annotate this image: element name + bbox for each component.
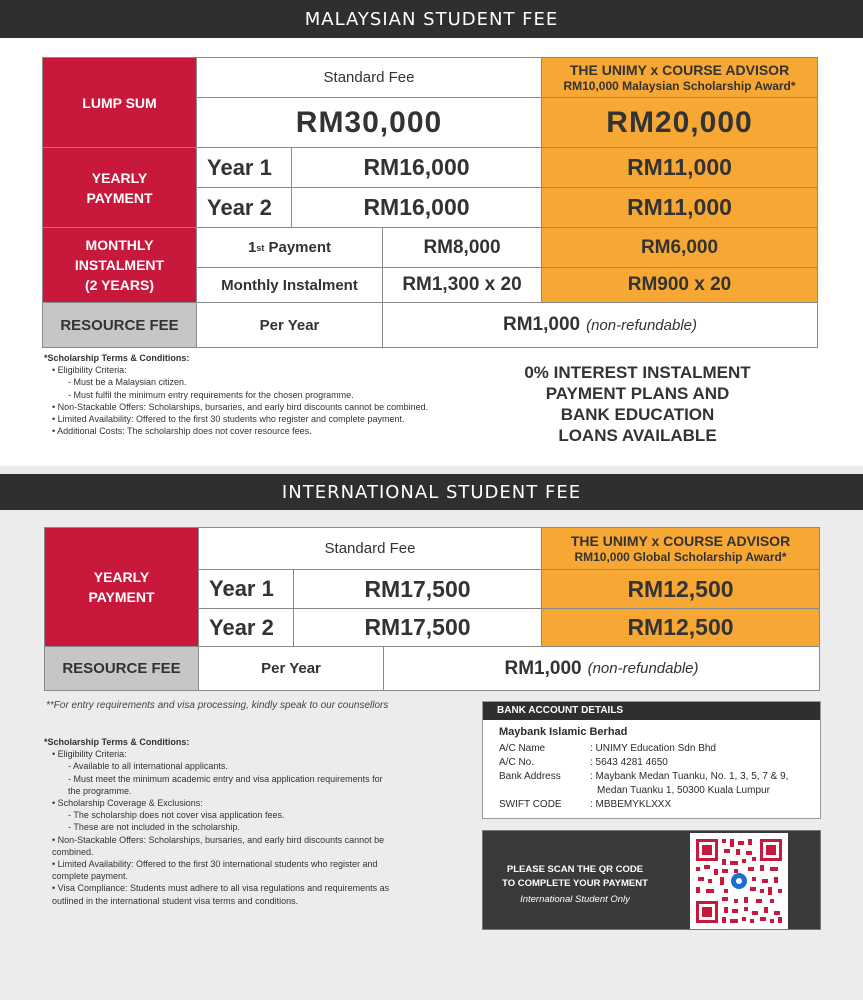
- intl-year-2-label: Year 2: [198, 608, 294, 647]
- interest-line: LOANS AVAILABLE: [558, 426, 717, 445]
- intl-scholarship-heading-title: THE UNIMY x COURSE ADVISOR: [570, 532, 791, 549]
- intl-resource-fee-amount-cell: [383, 646, 820, 691]
- intl-year-2-standard-amount: RM17,500: [293, 608, 542, 647]
- first-payment-superscript: st: [256, 242, 265, 253]
- resource-fee-label: RESOURCE FEE: [42, 302, 197, 348]
- monthly-instalment-row-label: Monthly Instalment: [196, 267, 383, 303]
- terms-line: • Visa Compliance: Students must adhere to all visa regulations and requirements as: [52, 883, 390, 894]
- intl-year-2-scholarship-amount: RM12,500: [541, 608, 820, 647]
- intl-resource-fee-per-year: Per Year: [198, 646, 384, 691]
- terms-line: • Non-Stackable Offers: Scholarships, bursaries, and early bird discounts cannot be: [52, 834, 385, 845]
- bank-detail-value[interactable]: : MBBEMYKLXXX: [590, 799, 672, 810]
- terms-line: complete payment.: [52, 871, 129, 882]
- lump-sum-label: LUMP SUM: [42, 57, 197, 148]
- interest-line: BANK EDUCATION: [560, 405, 715, 424]
- bank-details-heading: BANK ACCOUNT DETAILS: [483, 702, 820, 720]
- monthly-instalment-standard-amount: RM1,300 x 20: [382, 267, 542, 303]
- monthly-instalment-label: [42, 227, 197, 303]
- scholarship-heading-title: THE UNIMY x COURSE ADVISOR: [569, 61, 790, 78]
- terms-line: - Must fulfil the minimum entry requirements for the chosen programme.: [68, 389, 354, 400]
- intl-resource-fee-note: (non-refundable): [587, 660, 699, 677]
- lump-sum-scholarship-amount: RM20,000: [541, 97, 818, 148]
- first-payment-label: [196, 227, 383, 268]
- bank-detail-key: [499, 784, 590, 798]
- terms-line: combined.: [52, 846, 94, 857]
- yearly-payment-label-line2: PAYMENT: [86, 189, 153, 206]
- resource-fee-note: (non-refundable): [586, 316, 697, 334]
- year-2-scholarship-amount: RM11,000: [541, 187, 818, 228]
- bank-detail-key: Bank Address: [499, 771, 561, 782]
- bank-detail-value[interactable]: : 5643 4281 4650: [590, 757, 668, 768]
- terms-line: - Must be a Malaysian citizen.: [68, 377, 187, 388]
- qr-note: International Student Only: [520, 894, 630, 905]
- terms-line: • Eligibility Criteria:: [52, 365, 127, 376]
- malaysian-fee-header: [0, 0, 863, 38]
- bank-detail-value[interactable]: : UNIMY Education Sdn Bhd: [590, 743, 716, 754]
- year-2-label: Year 2: [196, 187, 292, 228]
- intl-yearly-payment-label-line2: PAYMENT: [88, 589, 155, 605]
- scholarship-heading-subtitle: RM10,000 Malaysian Scholarship Award*: [563, 78, 796, 93]
- resource-fee-per-year: Per Year: [196, 302, 383, 348]
- bank-detail-row: [483, 742, 820, 756]
- terms-line: - The scholarship does not cover visa application fees.: [68, 810, 285, 821]
- terms-line: • Limited Availability: Offered to the first 30 students who register and complete payment.: [52, 414, 405, 425]
- yearly-payment-label: [42, 147, 197, 228]
- intl-year-1-standard-amount: RM17,500: [293, 569, 542, 609]
- qr-instruction: [491, 863, 659, 891]
- first-payment-scholarship-amount: RM6,000: [541, 227, 818, 268]
- bank-account-details: [482, 701, 821, 819]
- yearly-payment-label-line1: YEARLY: [91, 169, 148, 186]
- lump-sum-standard-amount: RM30,000: [196, 97, 542, 148]
- terms-heading: *Scholarship Terms & Conditions:: [44, 353, 190, 363]
- malaysian-fee-title: MALAYSIAN STUDENT FEE: [304, 8, 559, 30]
- intl-scholarship-heading: [541, 527, 820, 570]
- monthly-instalment-scholarship-amount: RM900 x 20: [541, 267, 818, 303]
- qr-payment-box: [482, 830, 821, 930]
- intl-resource-fee-amount: RM1,000: [504, 657, 582, 679]
- year-2-standard-amount: RM16,000: [291, 187, 542, 228]
- first-payment-number: 1: [247, 239, 257, 256]
- resource-fee-amount-cell: [382, 302, 818, 348]
- intl-scholarship-heading-subtitle: RM10,000 Global Scholarship Award*: [574, 549, 787, 564]
- bank-detail-key: A/C Name: [499, 743, 546, 754]
- intl-year-1-scholarship-amount: RM12,500: [541, 569, 820, 609]
- qr-code-graphic: [690, 833, 788, 929]
- intl-year-1-label: Year 1: [198, 569, 294, 609]
- standard-fee-heading: Standard Fee: [196, 57, 542, 98]
- entry-requirements-note: **For entry requirements and visa processing, kindly speak to our counsellors: [46, 700, 389, 711]
- terms-line: - These are not included in the scholarship.: [68, 822, 240, 833]
- resource-fee-amount: RM1,000: [502, 314, 581, 335]
- year-1-label: Year 1: [196, 147, 292, 188]
- monthly-instalment-label-line3: (2 YEARS): [85, 277, 154, 293]
- terms-line: • Scholarship Coverage & Exclusions:: [52, 798, 203, 809]
- bank-detail-value[interactable]: Medan Tuanku 1, 50300 Kuala Lumpur: [597, 785, 770, 796]
- terms-line: • Additional Costs: The scholarship does not cover resource fees.: [52, 426, 312, 437]
- intl-resource-fee-label: RESOURCE FEE: [44, 646, 199, 691]
- terms-line: - Available to all international applicants.: [68, 761, 228, 772]
- qr-code-icon[interactable]: [690, 833, 788, 929]
- bank-detail-key: A/C No.: [499, 757, 535, 768]
- international-fee-title: INTERNATIONAL STUDENT FEE: [281, 481, 582, 503]
- interest-line: 0% INTEREST INSTALMENT: [524, 363, 751, 382]
- international-fee-header: [0, 474, 863, 510]
- intl-yearly-payment-label: [44, 527, 199, 647]
- bank-detail-row: [483, 770, 820, 784]
- terms-line: • Eligibility Criteria:: [52, 749, 127, 760]
- interest-line: PAYMENT PLANS AND: [545, 384, 730, 403]
- monthly-instalment-label-line2: INSTALMENT: [74, 257, 165, 273]
- terms-heading: *Scholarship Terms & Conditions:: [44, 737, 190, 747]
- first-payment-text: Payment: [264, 239, 332, 256]
- bank-detail-row: [483, 756, 820, 770]
- interest-free-instalment-notice: [505, 362, 770, 446]
- malaysian-scholarship-terms: [44, 352, 494, 437]
- international-scholarship-terms: [44, 736, 464, 907]
- bank-name: Maybank Islamic Berhad: [499, 726, 628, 738]
- terms-line: • Non-Stackable Offers: Scholarships, bursaries, and early bird discounts cannot be combined.: [52, 401, 429, 412]
- bank-detail-row: [483, 784, 820, 798]
- monthly-instalment-label-line1: MONTHLY: [85, 237, 154, 253]
- bank-detail-key: SWIFT CODE: [499, 799, 562, 810]
- year-1-scholarship-amount: RM11,000: [541, 147, 818, 188]
- bank-detail-value[interactable]: : Maybank Medan Tuanku, No. 1, 3, 5, 7 & 9,: [590, 771, 789, 782]
- qr-instruction-line2: TO COMPLETE YOUR PAYMENT: [502, 878, 648, 889]
- terms-line: outlined in the international student visa terms and conditions.: [52, 895, 299, 906]
- terms-line: - Must meet the minimum academic entry and visa application requirements for: [68, 773, 383, 784]
- intl-yearly-payment-label-line1: YEARLY: [93, 569, 150, 585]
- year-1-standard-amount: RM16,000: [291, 147, 542, 188]
- terms-line: the programme.: [68, 785, 132, 796]
- qr-instruction-line1: PLEASE SCAN THE QR CODE: [506, 864, 644, 875]
- intl-standard-fee-heading: Standard Fee: [198, 527, 542, 570]
- first-payment-standard-amount: RM8,000: [382, 227, 542, 268]
- bank-detail-row: [483, 798, 820, 812]
- scholarship-heading: [541, 57, 818, 98]
- terms-line: • Limited Availability: Offered to the first 30 international students who register and: [52, 859, 378, 870]
